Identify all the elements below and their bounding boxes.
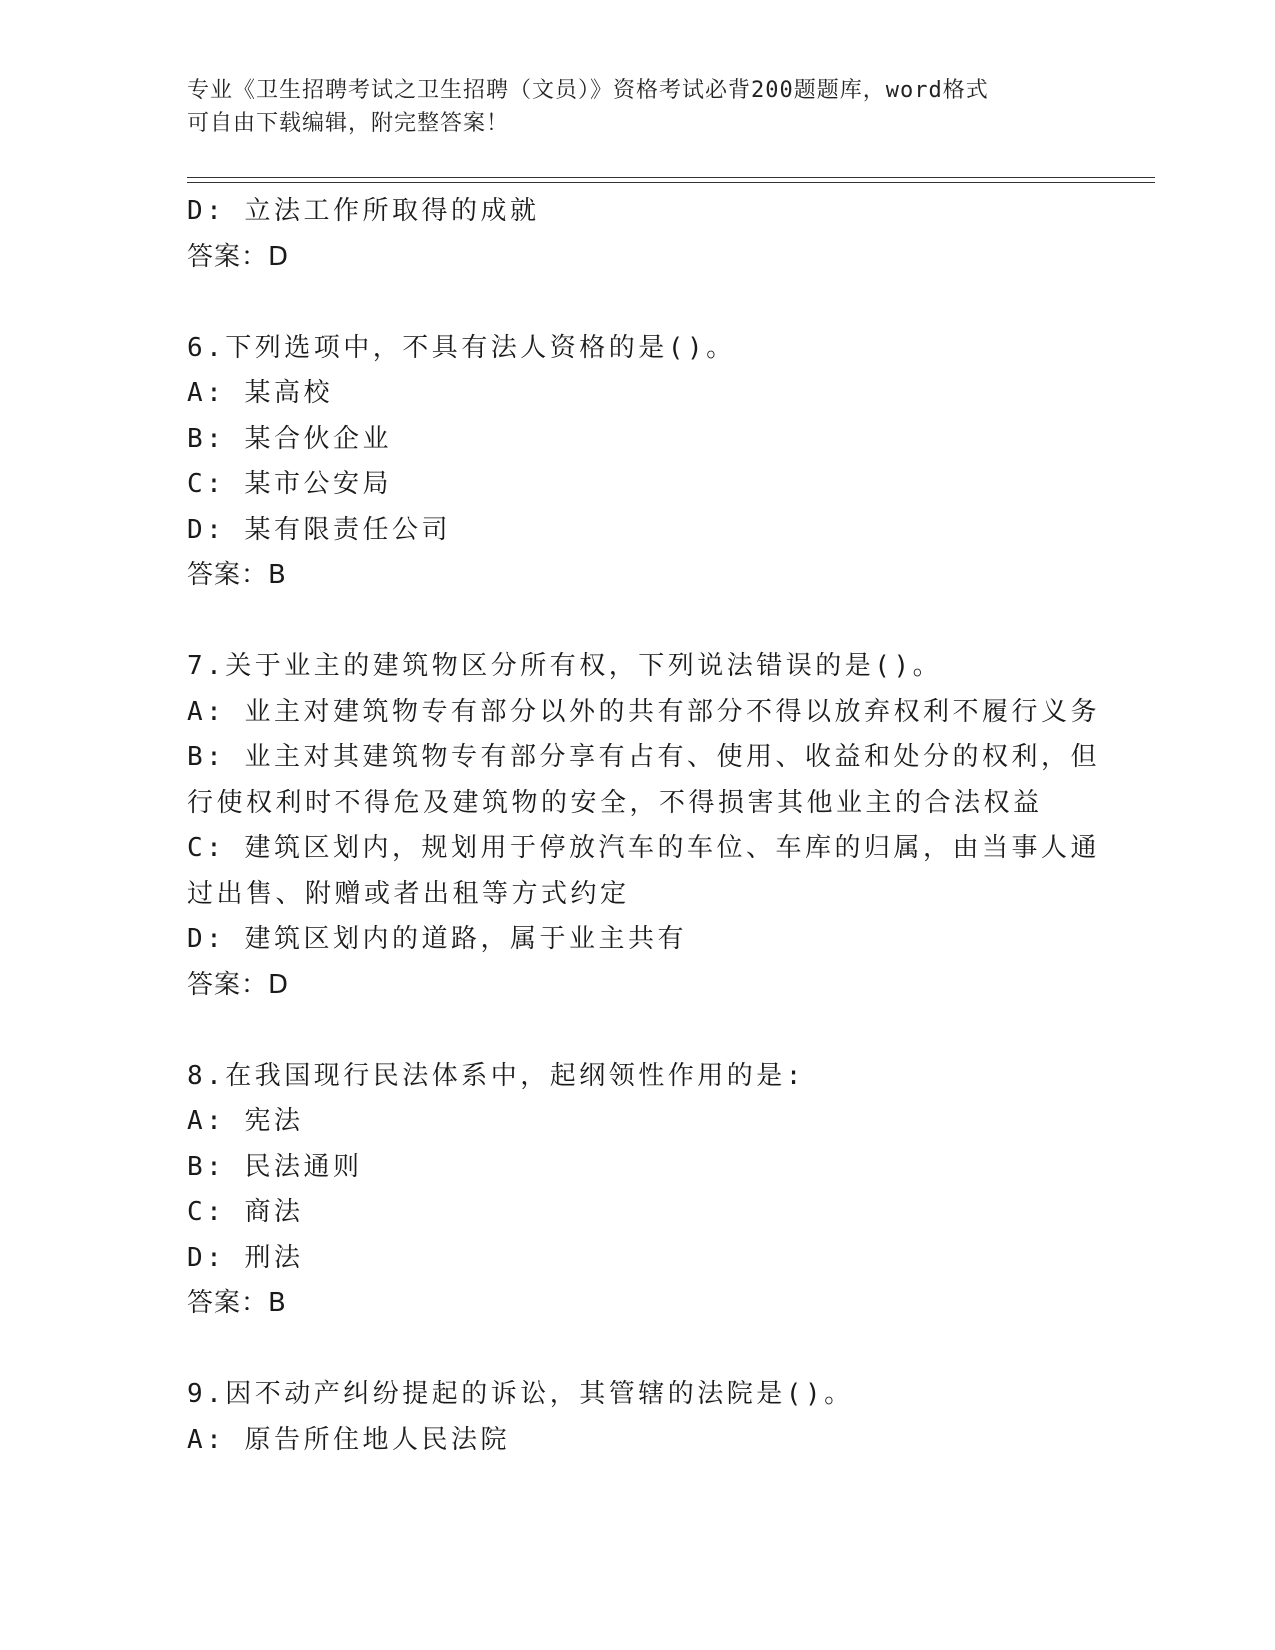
question-stem: 6.下列选项中，不具有法人资格的是()。 bbox=[187, 332, 736, 363]
question-6 bbox=[187, 326, 1087, 599]
option-b: B: 某合伙企业 bbox=[187, 423, 392, 454]
spacer bbox=[187, 1008, 1087, 1054]
answer: 答案：D bbox=[187, 969, 290, 1000]
option-d: D: 立法工作所取得的成就 bbox=[187, 196, 540, 226]
header-divider-top bbox=[187, 177, 1155, 178]
option-d: D: 建筑区划内的道路，属于业主共有 bbox=[187, 924, 687, 954]
answer: 答案：D bbox=[187, 241, 290, 272]
spacer bbox=[187, 599, 1087, 645]
option-c: C: 建筑区划内，规划用于停放汽车的车位、车库的归属，由当事人通 bbox=[187, 833, 1100, 863]
option-a: A: 宪法 bbox=[187, 1106, 304, 1136]
option-c: C: 某市公安局 bbox=[187, 469, 392, 499]
document-body bbox=[187, 189, 1100, 1463]
document-header bbox=[187, 74, 1087, 140]
option-a: A: 业主对建筑物专有部分以外的共有部分不得以放弃权利不履行义务 bbox=[187, 696, 1100, 727]
question-7 bbox=[187, 644, 1100, 1008]
option-d: D: 刑法 bbox=[187, 1242, 304, 1273]
answer: 答案：B bbox=[187, 560, 287, 590]
header-divider-bottom bbox=[187, 182, 1155, 183]
header-line-1: 专业《卫生招聘考试之卫生招聘（文员）》资格考试必背200题题库，word格式 bbox=[187, 78, 989, 103]
option-b: B: 业主对其建筑物专有部分享有占有、使用、收益和处分的权利，但 bbox=[187, 742, 1100, 772]
option-c-continued: 过出售、附赠或者出租等方式约定 bbox=[187, 878, 630, 909]
option-c: C: 商法 bbox=[187, 1197, 304, 1227]
question-stem: 7.关于业主的建筑物区分所有权，下列说法错误的是()。 bbox=[187, 651, 943, 681]
option-a: A: 某高校 bbox=[187, 378, 333, 408]
spacer bbox=[187, 1327, 1087, 1373]
option-d: D: 某有限责任公司 bbox=[187, 514, 451, 545]
question-9 bbox=[187, 1372, 1087, 1463]
option-a: A: 原告所住地人民法院 bbox=[187, 1424, 510, 1455]
question-stem: 8.在我国现行民法体系中，起纲领性作用的是: bbox=[187, 1060, 805, 1091]
answer: 答案：B bbox=[187, 1288, 287, 1318]
option-b-continued: 行使权利时不得危及建筑物的安全，不得损害其他业主的合法权益 bbox=[187, 787, 1043, 818]
question-stem: 9.因不动产纠纷提起的诉讼，其管辖的法院是()。 bbox=[187, 1379, 854, 1409]
question-8 bbox=[187, 1054, 1087, 1327]
option-b: B: 民法通则 bbox=[187, 1151, 363, 1182]
header-line-2: 可自由下载编辑，附完整答案！ bbox=[187, 111, 510, 136]
question-5-tail bbox=[187, 189, 1087, 280]
spacer bbox=[187, 280, 1087, 326]
